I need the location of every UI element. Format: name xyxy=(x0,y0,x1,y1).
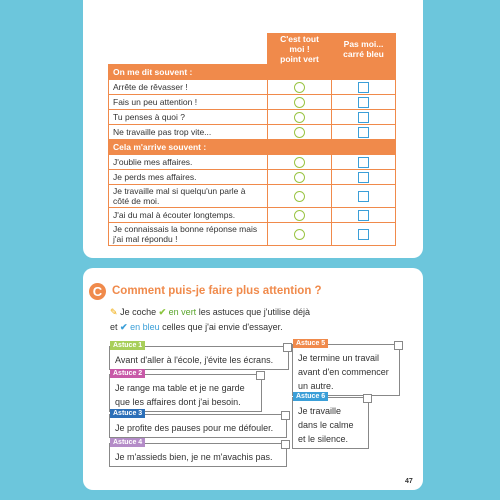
tip-checkbox[interactable] xyxy=(363,394,372,403)
questionnaire-table xyxy=(108,33,396,246)
blue-square-checkbox[interactable] xyxy=(358,97,369,108)
blue-square-checkbox[interactable] xyxy=(358,127,369,138)
tip-checkbox[interactable] xyxy=(283,343,292,352)
tip-text: Je termine un travail avant d'en commencer un autre. xyxy=(298,353,389,391)
table-row xyxy=(109,208,396,223)
page-number: 47 xyxy=(405,478,413,485)
tip-checkbox[interactable] xyxy=(394,341,403,350)
instructions xyxy=(110,305,310,335)
blue-square-checkbox[interactable] xyxy=(358,210,369,221)
table-row xyxy=(109,223,396,246)
green-circle-checkbox[interactable] xyxy=(294,82,305,93)
instruction-text: Je coche xyxy=(120,307,157,317)
green-label: en vert xyxy=(168,307,197,317)
table-row xyxy=(109,155,396,170)
table-row xyxy=(109,185,396,208)
table-row xyxy=(109,95,396,110)
table-header xyxy=(109,34,396,65)
tip-text: Je m'assieds bien, je ne m'avachis pas. xyxy=(115,452,273,462)
green-circle-checkbox[interactable] xyxy=(294,97,305,108)
section-header: On me dit souvent : xyxy=(109,65,396,80)
header-blank xyxy=(109,34,268,65)
tip-tag: Astuce 4 xyxy=(110,438,145,447)
instruction-line-2 xyxy=(110,320,310,335)
tip-card-3 xyxy=(109,410,287,438)
table-row xyxy=(109,110,396,125)
tip-checkbox[interactable] xyxy=(281,440,290,449)
blue-square-checkbox[interactable] xyxy=(358,172,369,183)
section-header: Cela m'arrive souvent : xyxy=(109,140,396,155)
header-col-2: Pas moi... carré bleu xyxy=(332,34,396,65)
table-row xyxy=(109,170,396,185)
statement: Je connaissais la bonne réponse mais j'ai mal répondu ! xyxy=(109,223,268,246)
section-badge: C xyxy=(89,283,106,300)
tip-card-2 xyxy=(109,370,262,412)
tip-card-4 xyxy=(109,439,287,467)
statement: Je travaille mal si quelqu'un parle à côté de moi. xyxy=(109,185,268,208)
tip-checkbox[interactable] xyxy=(281,411,290,420)
statement: Arrête de rêvasser ! xyxy=(109,80,268,95)
statement: J'ai du mal à écouter longtemps. xyxy=(109,208,268,223)
tip-tag: Astuce 6 xyxy=(293,392,328,401)
green-circle-checkbox[interactable] xyxy=(294,157,305,168)
tip-card-6 xyxy=(292,393,369,449)
green-circle-checkbox[interactable] xyxy=(294,229,305,240)
green-circle-checkbox[interactable] xyxy=(294,191,305,202)
green-circle-checkbox[interactable] xyxy=(294,127,305,138)
header-col-1: C'est tout moi ! point vert xyxy=(268,34,332,65)
tip-card-5 xyxy=(292,340,400,396)
blue-square-checkbox[interactable] xyxy=(358,112,369,123)
instruction-text: et xyxy=(110,322,118,332)
instruction-line-1 xyxy=(110,305,310,320)
blue-square-checkbox[interactable] xyxy=(358,157,369,168)
instruction-text: celles que j'ai envie d'essayer. xyxy=(162,322,283,332)
blue-square-checkbox[interactable] xyxy=(358,191,369,202)
blue-check-icon: ✔ xyxy=(120,322,128,332)
tip-tag: Astuce 2 xyxy=(110,369,145,378)
tip-card-1 xyxy=(109,342,289,370)
tip-tag: Astuce 5 xyxy=(293,339,328,348)
statement: J'oublie mes affaires. xyxy=(109,155,268,170)
statement: Je perds mes affaires. xyxy=(109,170,268,185)
table-row xyxy=(109,125,396,140)
green-circle-checkbox[interactable] xyxy=(294,172,305,183)
blue-square-checkbox[interactable] xyxy=(358,82,369,93)
section-title: Comment puis-je faire plus attention ? xyxy=(112,285,322,297)
tip-tag: Astuce 3 xyxy=(110,409,145,418)
blue-square-checkbox[interactable] xyxy=(358,229,369,240)
tip-text: Je range ma table et je ne garde que les affaires dont j'ai besoin. xyxy=(115,383,245,407)
statement: Tu penses à quoi ? xyxy=(109,110,268,125)
tip-text: Je profite des pauses pour me défouler. xyxy=(115,423,274,433)
tip-checkbox[interactable] xyxy=(256,371,265,380)
green-circle-checkbox[interactable] xyxy=(294,112,305,123)
tip-tag: Astuce 1 xyxy=(110,341,145,350)
tip-text: Avant d'aller à l'école, j'évite les écrans. xyxy=(115,355,274,365)
green-check-icon: ✔ xyxy=(158,307,167,317)
tip-text: Je travaille dans le calme et le silence. xyxy=(298,406,354,444)
pencil-icon: ✎ xyxy=(110,307,118,317)
instruction-text: les astuces que j'utilise déjà xyxy=(198,307,310,317)
table-row xyxy=(109,80,396,95)
statement: Fais un peu attention ! xyxy=(109,95,268,110)
green-circle-checkbox[interactable] xyxy=(294,210,305,221)
blue-label: en bleu xyxy=(130,322,160,332)
statement: Ne travaille pas trop vite... xyxy=(109,125,268,140)
